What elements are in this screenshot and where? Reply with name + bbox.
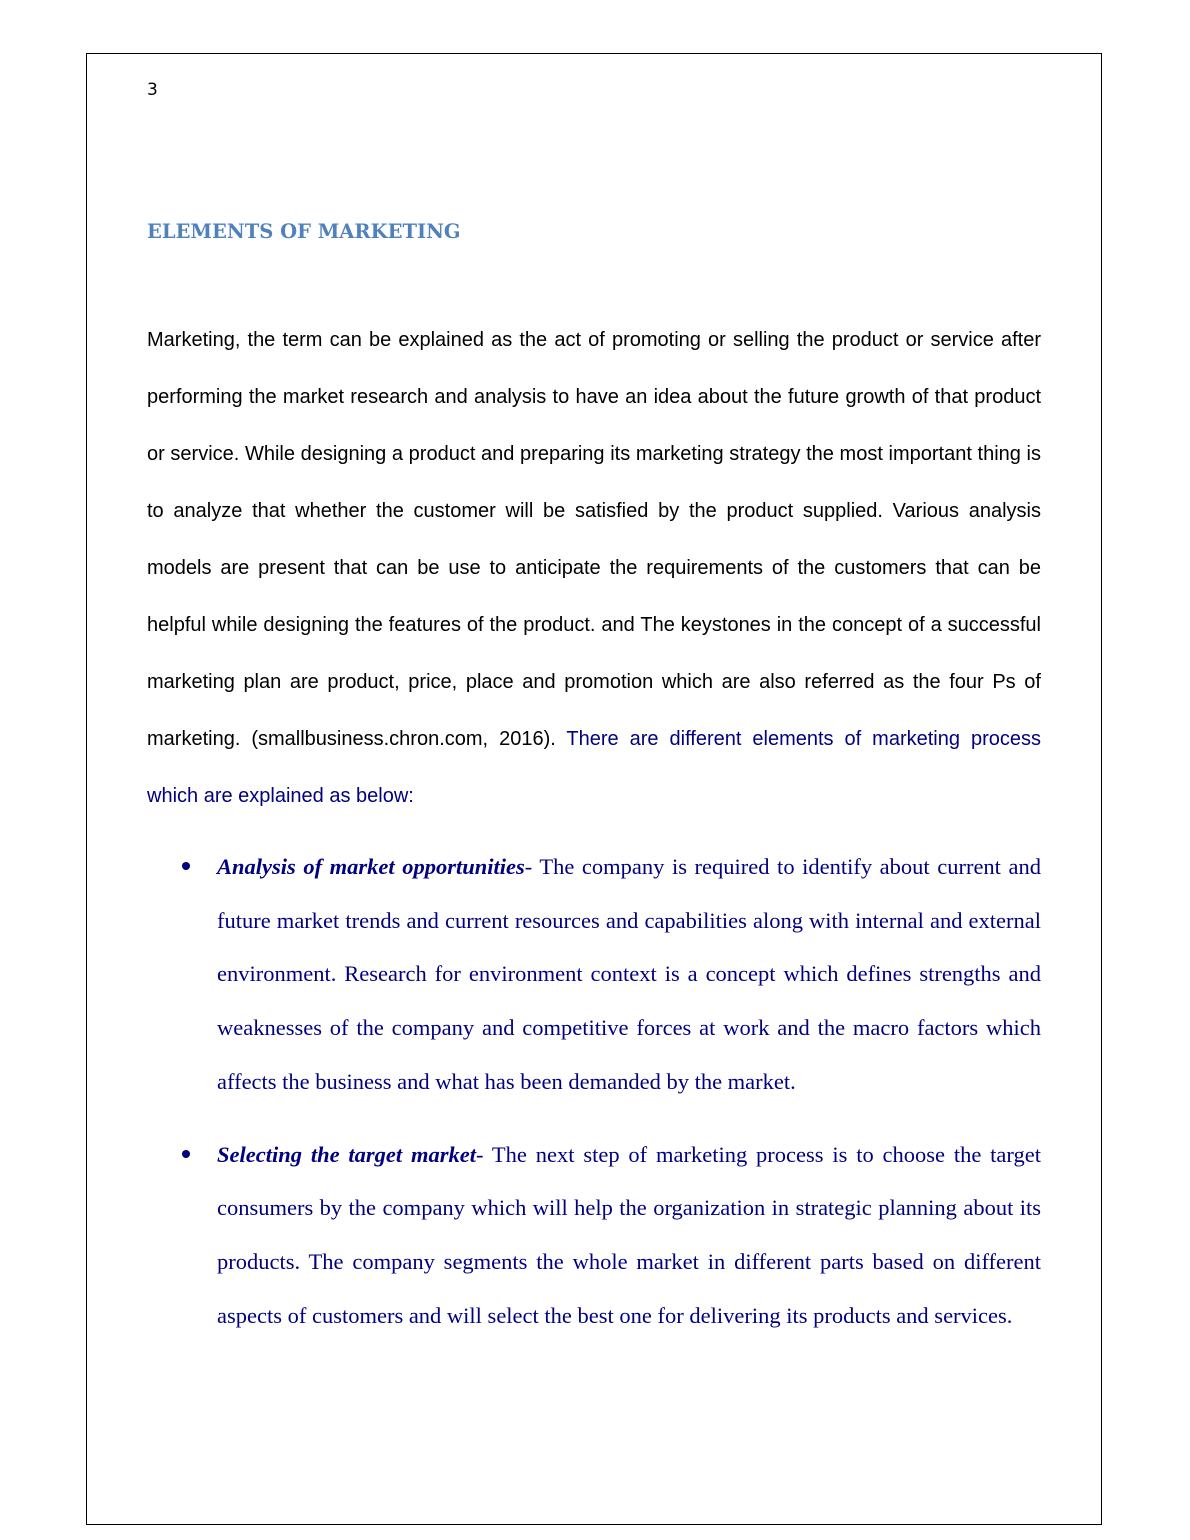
list-item bbox=[147, 1128, 1041, 1343]
intro-navy-text: There are different elements of marketing process which are explained as below: bbox=[147, 728, 1041, 807]
page-number: 3 bbox=[147, 80, 158, 100]
list-item bbox=[147, 840, 1041, 1109]
bullet-icon bbox=[182, 862, 190, 870]
bullet-title: Analysis of market opportunities bbox=[217, 854, 525, 879]
bullet-icon bbox=[182, 1150, 190, 1158]
bullet-text: - The next step of marketing process is to choose the target consumers by the company which will help the organization in strategic planning about its products. The company segments the whole market in different parts based on different aspects of customers and will select the best one for delivering its products and services. bbox=[217, 1141, 1041, 1328]
section-heading: ELEMENTS OF MARKETING bbox=[147, 220, 461, 243]
intro-text: Marketing, the term can be explained as the act of promoting or selling the product or service after performing the market research and analysis to have an idea about the future growth of that product or service. While designing a product and preparing its marketing strategy the most important thing is to analyze that whether the customer will be satisfied by the product supplied. Various analysis models are present that can be use to anticipate the requirements of the customers that can be helpful while designing the features of the product. and The keystones in the concept of a successful marketing plan are product, price, place and promotion which are also referred as the four Ps of marketing. (smallbusiness.chron.com, 2016). bbox=[147, 329, 1041, 750]
bullet-title: Selecting the target market bbox=[217, 1141, 476, 1167]
elements-list bbox=[147, 840, 1041, 1361]
intro-paragraph bbox=[147, 312, 1041, 825]
bullet-text: - The company is required to identify about current and future market trends and current resources and capabilities along with internal and external environment. Research for environment context is a concept which defines strengths and weaknesses of the company and competitive forces at work and the macro factors which affects the business and what has been demanded by the market. bbox=[217, 854, 1041, 1094]
